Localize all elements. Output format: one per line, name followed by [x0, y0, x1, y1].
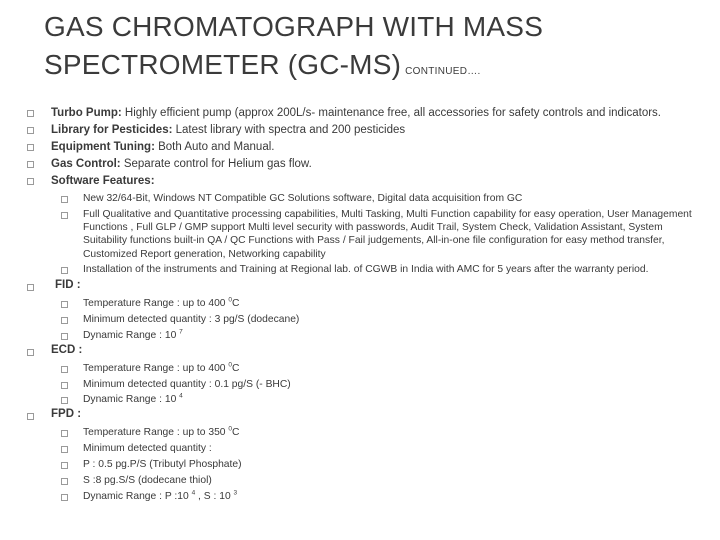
fpd-item-text: S :8 pg.S/S (dodecane thiol)	[83, 475, 212, 486]
fid-item-text: Temperature Range : up to 400	[83, 298, 229, 309]
fpd-item	[83, 458, 698, 471]
fpd-item	[83, 474, 698, 487]
bullet-box	[27, 178, 34, 185]
fid-item-after: C	[232, 298, 240, 309]
fid-item-text: Dynamic Range : 10	[83, 330, 180, 341]
superscript: 3	[233, 489, 238, 497]
bullet-label: Equipment Tuning:	[51, 141, 155, 153]
bullet-box	[27, 349, 34, 356]
fpd-item-after: , S : 10	[195, 491, 234, 502]
fpd-item-after: C	[232, 427, 240, 438]
superscript: 0	[228, 425, 233, 433]
sub-bullet-box	[61, 333, 68, 340]
bullet-gas-control	[51, 157, 312, 171]
fid-header: FID :	[55, 279, 81, 291]
bullet-software	[51, 174, 155, 188]
sub-bullet-box	[61, 494, 68, 501]
sub-bullet-box	[61, 382, 68, 389]
bullet-box	[27, 284, 34, 291]
bullet-label: Software Features:	[51, 175, 155, 187]
sub-bullet-box	[61, 317, 68, 324]
bullet-library	[51, 123, 405, 137]
bullet-box	[27, 127, 34, 134]
fpd-item	[83, 442, 698, 455]
sub-bullet-box	[61, 462, 68, 469]
bullet-text: Latest library with spectra and 200 pesticides	[175, 124, 406, 136]
sub-bullet-box	[61, 301, 68, 308]
fpd-item-text: P : 0.5 pg.P/S (Tributyl Phosphate)	[83, 459, 242, 470]
ecd-item	[83, 393, 698, 406]
bullet-label: Library for Pesticides:	[51, 124, 173, 136]
bullet-box	[27, 161, 34, 168]
fpd-item	[83, 426, 698, 439]
bullet-label: Gas Control:	[51, 158, 121, 170]
bullet-text: Highly efficient pump (approx 200L/s- maintenance free, all accessories for safety controls and indicators.	[124, 107, 661, 119]
superscript: 7	[179, 328, 183, 336]
bullet-box	[27, 110, 34, 117]
sub-bullet-box	[61, 196, 68, 203]
title-main: GAS CHROMATOGRAPH WITH MASS SPECTROMETER (GC-MS)	[44, 11, 544, 80]
sub-bullet-box	[61, 366, 68, 373]
superscript: 4	[179, 392, 183, 400]
superscript: 0	[228, 361, 233, 369]
superscript: 4	[191, 489, 196, 497]
ecd-item-text: Temperature Range : up to 400	[83, 363, 229, 374]
software-item: Installation of the instruments and Training at Regional lab. of CGWB in India with AMC for 5 years after the warranty period.	[83, 264, 649, 275]
sub-bullet-box	[61, 267, 68, 274]
ecd-header: ECD :	[51, 344, 83, 356]
sub-bullet-box	[61, 212, 68, 219]
slide-title	[44, 8, 704, 91]
software-item: New 32/64-Bit, Windows NT Compatible GC Solutions software, Digital data acquisition from GC	[83, 193, 523, 204]
bullet-label: Turbo Pump:	[51, 107, 122, 119]
ecd-item	[83, 362, 698, 375]
fid-item	[83, 313, 698, 326]
sub-bullet-box	[61, 397, 68, 404]
bullet-turbo-pump	[51, 106, 661, 120]
software-item: Full Qualitative and Quantitative processing capabilities, Multi Tasking, Multi Function capability for easy operation, User Management Functions , Full GLP / GMP support Multi level security with passwords, Audit Trail, System Check, Validation Assistant, System Suitability functions built-in QA / QC Functions with Pass / Fail judgements, All-in-one file configuration for easy method transfer, Customized Report generation, Networking capability	[83, 209, 692, 260]
bullet-box	[27, 144, 34, 151]
fid-item-text: Minimum detected quantity : 3 pg/S (dodecane)	[83, 314, 300, 325]
bullet-tuning	[51, 140, 274, 154]
ecd-item	[83, 378, 698, 391]
fpd-header: FPD :	[51, 408, 82, 420]
sub-bullet-box	[61, 446, 68, 453]
fpd-item-text: Dynamic Range : P :10	[83, 491, 192, 502]
fid-item	[83, 329, 698, 342]
ecd-item-text: Dynamic Range : 10	[83, 394, 180, 405]
bullet-text: Both Auto and Manual.	[158, 141, 275, 153]
superscript: 0	[228, 296, 233, 304]
fpd-item-text: Temperature Range : up to 350	[83, 427, 229, 438]
ecd-item-text: Minimum detected quantity : 0.1 pg/S (- BHC)	[83, 379, 291, 390]
ecd-item-after: C	[232, 363, 240, 374]
bullet-box	[27, 413, 34, 420]
fid-item	[83, 297, 698, 310]
title-suffix: CONTINUED….	[405, 66, 481, 77]
fpd-item-text: Minimum detected quantity :	[83, 443, 212, 454]
sub-bullet-box	[61, 430, 68, 437]
sub-bullet-box	[61, 478, 68, 485]
fpd-item	[83, 490, 698, 503]
bullet-text: Separate control for Helium gas flow.	[123, 158, 312, 170]
